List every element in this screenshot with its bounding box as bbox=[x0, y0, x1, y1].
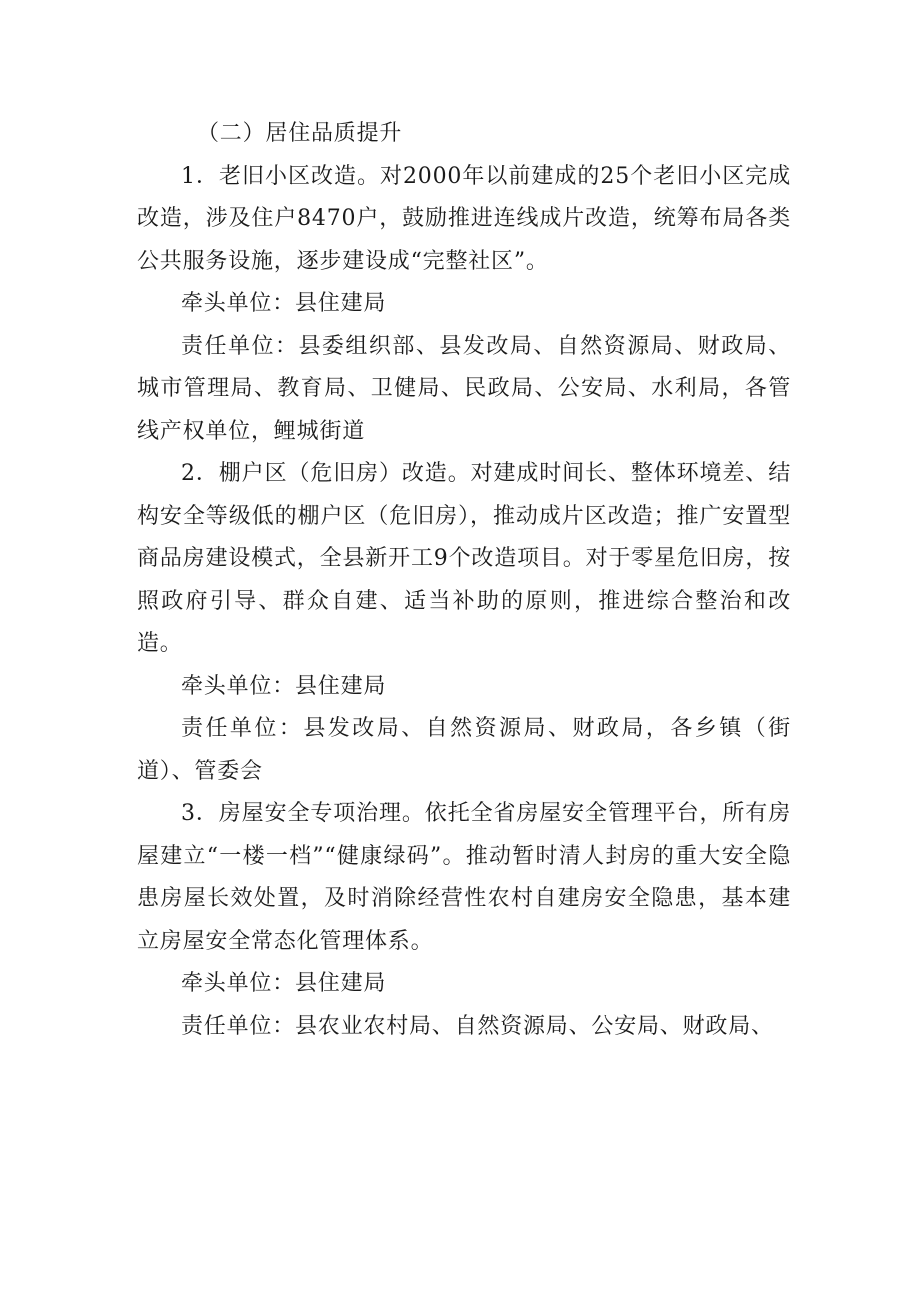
item-2-responsible-units: 责任单位：县发改局、自然资源局、财政局，各乡镇（街道）、管委会 bbox=[137, 716, 791, 784]
item-3-responsible-units: 责任单位：县农业农村局、自然资源局、公安局、财政局、 bbox=[181, 1013, 774, 1039]
section-heading: （二）居住品质提升 bbox=[197, 121, 403, 146]
item-1-lead-unit: 牵头单位：县住建局 bbox=[181, 291, 387, 316]
item-2-lead-unit: 牵头单位：县住建局 bbox=[181, 673, 387, 699]
item-1-body: 1．老旧小区改造。对2000年以前建成的25个老旧小区完成改造，涉及住户8470户，鼓励推进连线成片改造，统筹布局各类公共服务设施，逐步建设成“完整社区”。 bbox=[137, 163, 791, 274]
item-3-lead-unit: 牵头单位：县住建局 bbox=[181, 971, 387, 996]
item-1-responsible-units: 责任单位：县委组织部、县发改局、自然资源局、财政局、城市管理局、教育局、卫健局、民政局、公安局、水利局，各管线产权单位，鲤城街道 bbox=[137, 333, 791, 444]
item-3-body: 3．房屋安全专项治理。依托全省房屋安全管理平台，所有房屋建立“一楼一档”“健康绿码”。推动暂时清人封房的重大安全隐患房屋长效处置，及时消除经营性农村自建房安全隐患，基本建立房屋安全常态化管理体系。 bbox=[137, 801, 791, 954]
document-body bbox=[137, 113, 791, 1048]
item-2-body: 2．棚户区（危旧房）改造。对建成时间长、整体环境差、结构安全等级低的棚户区（危旧房），推动成片区改造；推广安置型商品房建设模式，全县新开工9个改造项目。对于零星危旧房，按照政府引导、群众自建、适当补助的原则，推进综合整治和改造。 bbox=[137, 461, 791, 656]
